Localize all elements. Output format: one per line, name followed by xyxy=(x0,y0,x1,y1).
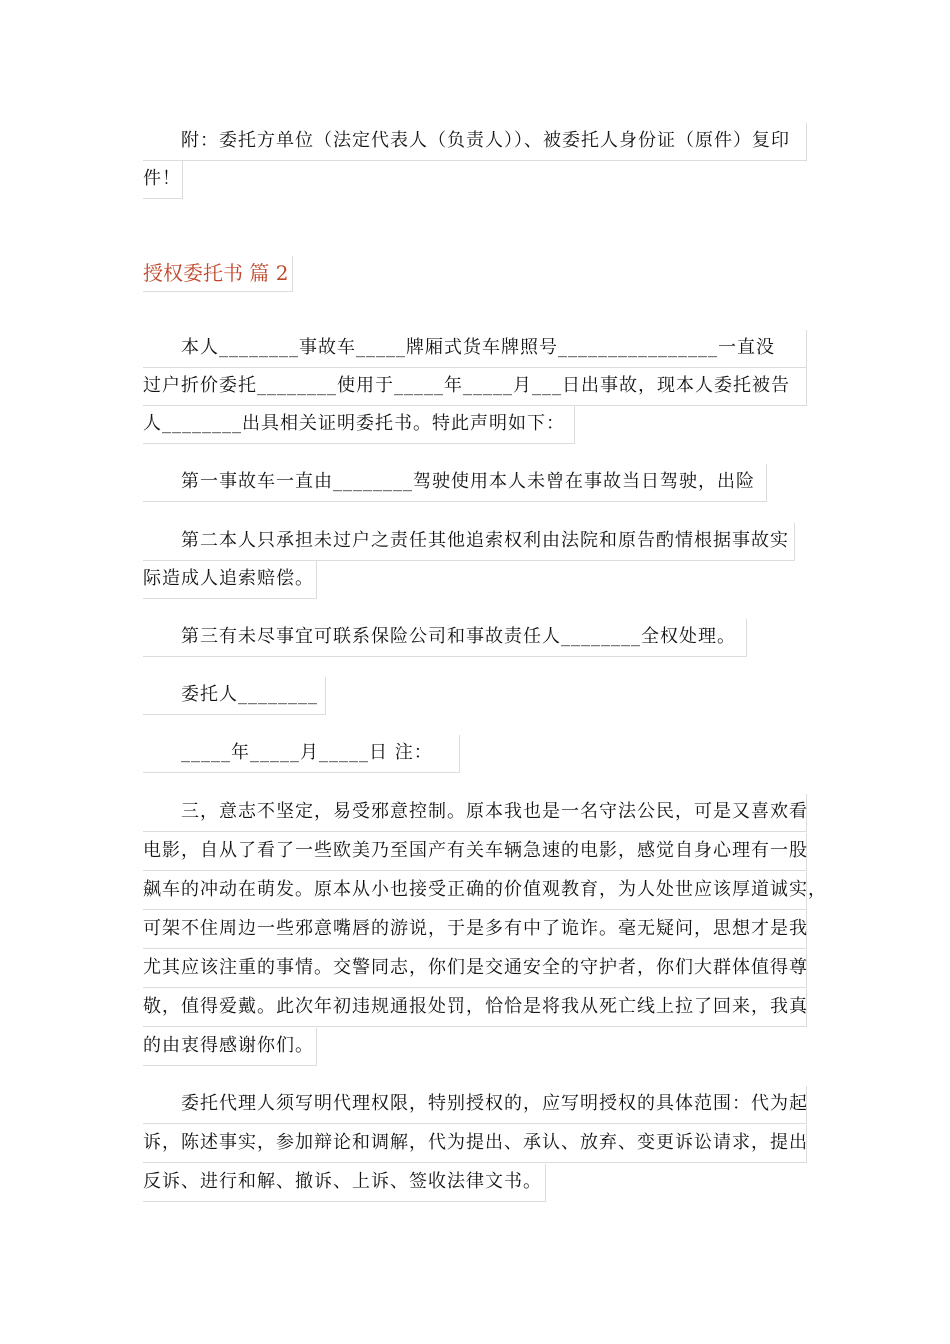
clause-2-line-2: 际造成人追索赔偿。 xyxy=(143,561,317,599)
paragraph-three-line-6: 敬，值得爱戴。此次年初违规通报处罚，恰恰是将我从死亡线上拉了回来，我真 xyxy=(143,989,807,1027)
statement-line-3: 人________出具相关证明委托书。特此声明如下： xyxy=(143,406,575,444)
section-heading: 授权委托书 篇 2 xyxy=(143,256,293,292)
paragraph-three-line-4: 可架不住周边一些邪意嘴唇的游说，于是多有中了诡诈。毫无疑问，思想才是我 xyxy=(143,911,807,949)
agent-paragraph-line-1: 委托代理人须写明代理权限，特别授权的，应写明授权的具体范围：代为起 xyxy=(143,1086,807,1124)
agent-paragraph-line-2: 诉，陈述事实，参加辩论和调解，代为提出、承认、放弃、变更诉讼请求，提出 xyxy=(143,1125,807,1163)
clause-1: 第一事故车一直由________驾驶使用本人未曾在事故当日驾驶，出险 xyxy=(143,464,767,502)
clause-3: 第三有未尽事宜可联系保险公司和事故责任人________全权处理。 xyxy=(143,619,747,657)
date-line: _____年_____月_____日 注： xyxy=(143,735,460,773)
statement-line-1: 本人________事故车_____牌厢式货车牌照号________________一直没 xyxy=(143,330,807,368)
paragraph-three-line-1: 三，意志不坚定，易受邪意控制。原本我也是一名守法公民，可是又喜欢看 xyxy=(143,794,807,832)
attachment-note-line-2: 件！ xyxy=(143,161,183,199)
paragraph-three-line-3: 飙车的冲动在萌发。原本从小也接受正确的价值观教育，为人处世应该厚道诚实， xyxy=(143,872,807,910)
statement-line-2: 过户折价委托________使用于_____年_____月___日出事故，现本人委托被告 xyxy=(143,368,807,406)
attachment-note-line-1: 附：委托方单位（法定代表人（负责人））、被委托人身份证（原件）复印 xyxy=(143,123,807,161)
clause-2-line-1: 第二本人只承担未过户之责任其他追索权利由法院和原告酌情根据事故实 xyxy=(143,523,795,561)
paragraph-three-line-5: 尤其应该注重的事情。交警同志，你们是交通安全的守护者，你们大群体值得尊 xyxy=(143,950,807,988)
agent-paragraph-line-3: 反诉、进行和解、撤诉、上诉、签收法律文书。 xyxy=(143,1164,546,1202)
paragraph-three-line-2: 电影，自从了看了一些欧美乃至国产有关车辆急速的电影，感觉自身心理有一股 xyxy=(143,833,807,871)
signer-line: 委托人________ xyxy=(143,677,326,715)
paragraph-three-line-7: 的由衷得感谢你们。 xyxy=(143,1028,317,1066)
